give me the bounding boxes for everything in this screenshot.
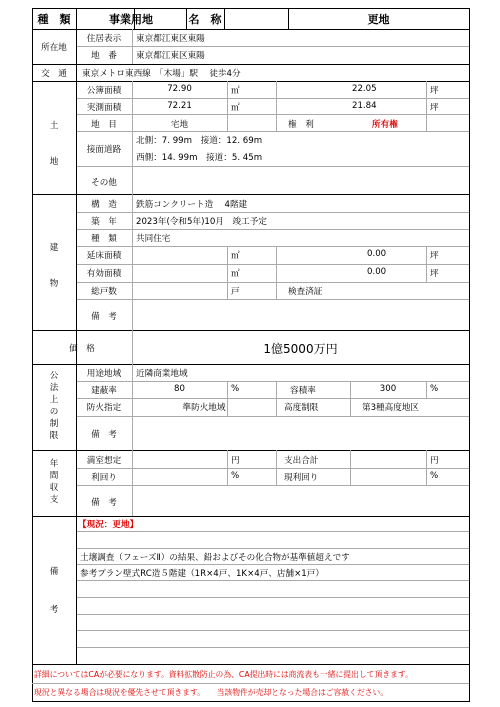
registry-tsubo-unit: 坪 <box>430 86 439 96</box>
actual-area-sqm: 72.21 <box>167 101 192 111</box>
full-occupancy-unit: 円 <box>231 456 240 466</box>
price-label: 価 格 <box>69 344 95 354</box>
height-label: 高度制限 <box>284 403 319 413</box>
yield-label: 利回り <box>91 473 117 483</box>
remarks-reference-plan: 参考プラン壁式RC造５階建（1R×4戸、1K×4戸、店舗×1戸） <box>80 569 324 579</box>
name-value: 更地 <box>367 13 390 26</box>
land-category-value: 宅地 <box>170 120 189 130</box>
floor-area-tsubo: 0.00 <box>367 249 387 259</box>
net-yield-unit: % <box>430 471 439 481</box>
effective-area-label: 有効面積 <box>86 269 122 279</box>
built-label: 築 年 <box>91 217 117 227</box>
registry-area-label: 公簿面積 <box>86 86 122 96</box>
height-value: 第3種高度地区 <box>362 403 420 413</box>
type-label: 種 類 <box>37 13 71 26</box>
footer-notice-2: 現況と異なる場合は現況を優先させて頂きます。 当該物件が売却となった場合はご容赦ください。 <box>34 688 389 697</box>
income-vertical-label: 年 間 収 支 <box>49 459 59 505</box>
far-unit: % <box>430 384 439 394</box>
built-value: 2023年(令和5年)10月 竣工予定 <box>136 217 267 227</box>
floor-area-tsubo-unit: 坪 <box>430 251 439 261</box>
floor-area-label: 延床面積 <box>86 251 122 261</box>
building-note-label: 備 考 <box>91 312 117 322</box>
transport-label: 交 通 <box>41 69 67 79</box>
building-kind-label: 種 類 <box>91 234 117 244</box>
land-category-label: 地 目 <box>91 120 117 130</box>
actual-area-label: 実測面積 <box>86 103 122 113</box>
zoning-label: 用途地域 <box>86 369 122 379</box>
units-unit: 戸 <box>231 287 240 297</box>
actual-sqm-unit: ㎡ <box>231 103 240 113</box>
land-vertical-label: 土 地 <box>49 121 59 167</box>
fire-value: 準防火地域 <box>182 403 226 413</box>
effective-area-sqm-unit: ㎡ <box>231 269 240 279</box>
far-label: 容積率 <box>290 386 316 396</box>
type-value: 事業用地 <box>109 13 153 26</box>
registry-area-tsubo: 22.05 <box>352 84 377 94</box>
rights-value: 所有権 <box>372 120 398 130</box>
name-label: 名 称 <box>188 13 222 26</box>
remarks-vertical-label: 備 考 <box>49 567 59 615</box>
effective-area-tsubo: 0.00 <box>367 267 387 277</box>
road-north: 北側：7. 99m 接道：12. 69m <box>136 136 263 146</box>
road-label: 接面道路 <box>86 145 122 155</box>
transport-value: 東京メトロ東西線 「木場」駅 徒歩4分 <box>82 69 241 79</box>
bcr-value: 80 <box>174 384 185 394</box>
expense-unit: 円 <box>430 456 439 466</box>
yield-unit: % <box>231 471 240 481</box>
actual-area-tsubo: 21.84 <box>352 101 377 111</box>
far-value: 300 <box>379 384 397 394</box>
property-sheet <box>32 8 470 702</box>
location-label: 所在地 <box>41 43 67 53</box>
income-note-label: 備 考 <box>91 498 117 508</box>
actual-tsubo-unit: 坪 <box>430 103 439 113</box>
lot-label: 地 番 <box>91 51 117 61</box>
units-label: 総戸数 <box>91 287 117 297</box>
address-label: 住居表示 <box>86 34 122 44</box>
building-vertical-label: 建 物 <box>49 243 59 289</box>
floor-area-sqm-unit: ㎡ <box>231 251 240 261</box>
structure-value: 鉄筋コンクリート造 4階建 <box>136 200 248 210</box>
footer-notice-1: 詳細についてはCAが必要になります。資料拡散防止の為、CA提出時には商流表も一緒に提出して頂きます。 <box>34 670 413 679</box>
law-note-label: 備 考 <box>91 430 117 440</box>
zoning-value: 近隣商業地域 <box>136 369 188 379</box>
remarks-soil-survey: 土壌調査（フェーズⅡ）の結果、鉛およびその化合物が基準値超えです <box>80 553 350 563</box>
structure-label: 構 造 <box>91 200 117 210</box>
address-value: 東京都江東区東陽 <box>136 34 205 44</box>
rights-label: 権 利 <box>288 120 314 130</box>
road-west: 西側：14. 99m 接道：5. 45m <box>136 153 263 163</box>
remarks-status: 【現況：更地】 <box>78 520 139 530</box>
registry-area-sqm: 72.90 <box>167 84 192 94</box>
law-vertical-label: 公 法 上 の 制 限 <box>49 371 59 441</box>
lot-value: 東京都江東区東陽 <box>136 51 205 61</box>
inspection-label: 検査済証 <box>288 287 323 297</box>
bcr-label: 建蔽率 <box>91 386 117 396</box>
building-kind-value: 共同住宅 <box>136 234 171 244</box>
bcr-unit: % <box>231 384 240 394</box>
registry-sqm-unit: ㎡ <box>231 86 240 96</box>
net-yield-label: 現利回り <box>284 473 319 483</box>
price-value: 1億5000万円 <box>263 342 338 356</box>
effective-area-tsubo-unit: 坪 <box>430 269 439 279</box>
fire-label: 防火指定 <box>86 403 122 413</box>
full-occupancy-label: 満室想定 <box>86 456 122 466</box>
expense-label: 支出合計 <box>284 456 319 466</box>
other-label: その他 <box>91 178 117 188</box>
